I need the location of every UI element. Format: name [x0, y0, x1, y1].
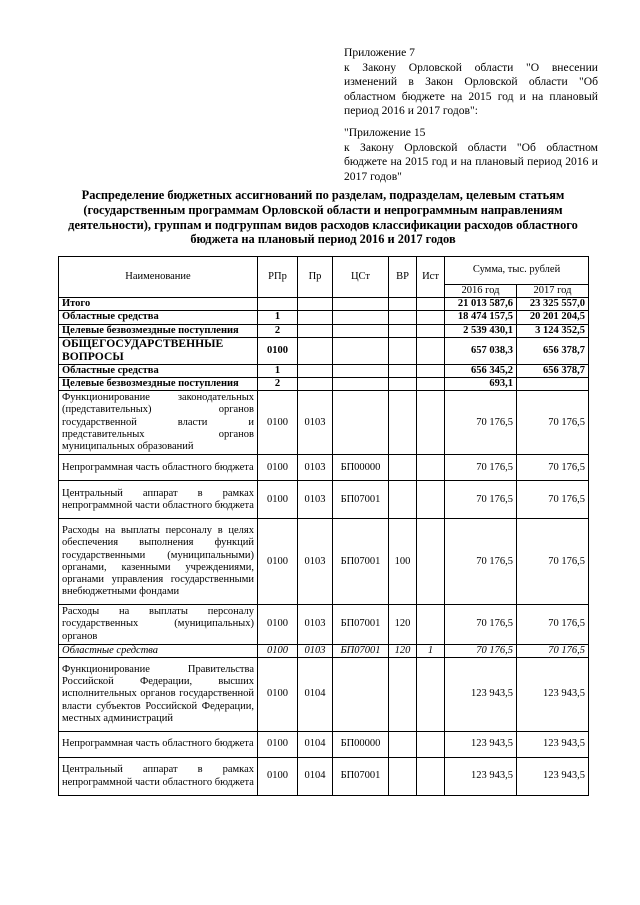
row-2017: 656 378,7 [517, 337, 589, 364]
row-name: Областные средства [59, 644, 258, 657]
row-rpr: 0100 [258, 644, 298, 657]
header-cst: ЦСт [333, 257, 389, 298]
row-2016: 21 013 587,6 [445, 298, 517, 311]
row-rpr: 0100 [258, 519, 298, 605]
row-rpr: 0100 [258, 732, 298, 758]
row-name: Расходы на выплаты персоналу государственных (муниципальных) органов [59, 605, 258, 645]
row-vr [389, 324, 417, 337]
row-2016: 123 943,5 [445, 658, 517, 732]
row-vr: 120 [389, 605, 417, 645]
row-pr [298, 364, 333, 377]
row-ist [417, 298, 445, 311]
row-vr [389, 658, 417, 732]
header-pr: Пр [298, 257, 333, 298]
row-vr [389, 481, 417, 519]
row-2017: 23 325 557,0 [517, 298, 589, 311]
header-name: Наименование [59, 257, 258, 298]
row-vr [389, 378, 417, 391]
table-row [59, 324, 589, 337]
row-2017: 123 943,5 [517, 658, 589, 732]
row-pr [298, 337, 333, 364]
row-name: Центральный аппарат в рамках непрограммной части областного бюджета [59, 758, 258, 796]
document-title: Распределение бюджетных ассигнований по разделам, подразделам, целевым статьям (государственным программам Орловской области и непрограммным направлениям деятельности), группам и подгруппам видов расходов классификации расходов областного бюджета на плановый период 2016 и 2017 годов [68, 188, 578, 247]
row-name: Функционирование законодательных (представительных) органов государственной власти и представительных органов муниципальных образований [59, 391, 258, 455]
row-2016: 656 345,2 [445, 364, 517, 377]
row-rpr: 0100 [258, 658, 298, 732]
row-vr [389, 391, 417, 455]
row-ist [417, 391, 445, 455]
annex-15-header [344, 126, 598, 184]
row-2017: 70 176,5 [517, 455, 589, 481]
row-2016: 123 943,5 [445, 732, 517, 758]
table-row [59, 391, 589, 455]
row-2016: 70 176,5 [445, 644, 517, 657]
row-cst: БП07001 [333, 758, 389, 796]
header-row [59, 257, 589, 285]
row-ist [417, 658, 445, 732]
row-2017: 70 176,5 [517, 391, 589, 455]
row-cst [333, 391, 389, 455]
annex-7-header [344, 46, 598, 119]
row-2017: 70 176,5 [517, 481, 589, 519]
row-name: Целевые безвозмездные поступления [59, 324, 258, 337]
row-pr: 0103 [298, 455, 333, 481]
row-2017: 70 176,5 [517, 519, 589, 605]
row-pr [298, 378, 333, 391]
row-pr: 0103 [298, 519, 333, 605]
row-cst: БП07001 [333, 644, 389, 657]
row-pr [298, 298, 333, 311]
table-row [59, 605, 589, 645]
row-ist [417, 337, 445, 364]
row-name: Непрограммная часть областного бюджета [59, 455, 258, 481]
row-ist [417, 519, 445, 605]
annex-7-text: к Закону Орловской области "О внесении изменений в Закон Орловской области "Об областном бюджете на 2015 год и на плановый период 2016 и 2017 годов": [344, 60, 598, 118]
row-2017: 656 378,7 [517, 364, 589, 377]
row-2017: 70 176,5 [517, 644, 589, 657]
row-2016: 70 176,5 [445, 455, 517, 481]
row-ist [417, 378, 445, 391]
row-vr: 120 [389, 644, 417, 657]
table-row [59, 658, 589, 732]
row-cst [333, 311, 389, 324]
table-row [59, 481, 589, 519]
row-rpr: 0100 [258, 337, 298, 364]
header-2017: 2017 год [517, 285, 589, 298]
row-name: ОБЩЕГОСУДАРСТВЕННЫЕ ВОПРОСЫ [59, 337, 258, 364]
row-2016: 70 176,5 [445, 481, 517, 519]
row-pr: 0103 [298, 481, 333, 519]
row-rpr: 0100 [258, 481, 298, 519]
row-pr: 0103 [298, 644, 333, 657]
row-ist [417, 364, 445, 377]
row-name: Областные средства [59, 311, 258, 324]
header-rpr: РПр [258, 257, 298, 298]
row-cst [333, 298, 389, 311]
row-cst [333, 378, 389, 391]
row-ist: 1 [417, 644, 445, 657]
row-pr: 0103 [298, 391, 333, 455]
row-ist [417, 605, 445, 645]
row-cst: БП07001 [333, 481, 389, 519]
row-rpr: 1 [258, 311, 298, 324]
row-rpr: 0100 [258, 391, 298, 455]
row-vr [389, 455, 417, 481]
row-ist [417, 455, 445, 481]
row-2016: 657 038,3 [445, 337, 517, 364]
row-rpr: 0100 [258, 758, 298, 796]
row-2017: 123 943,5 [517, 758, 589, 796]
table-row [59, 378, 589, 391]
row-2016: 693,1 [445, 378, 517, 391]
row-pr: 0104 [298, 658, 333, 732]
annex-7-number: Приложение 7 [344, 46, 415, 59]
row-2016: 70 176,5 [445, 391, 517, 455]
row-pr [298, 324, 333, 337]
table-row [59, 337, 589, 364]
row-pr: 0104 [298, 732, 333, 758]
row-pr [298, 311, 333, 324]
row-2017: 3 124 352,5 [517, 324, 589, 337]
row-vr [389, 298, 417, 311]
annex-15-text: к Закону Орловской области "Об областном бюджете на 2015 год и на плановый период 2016 и 2017 годов" [344, 140, 598, 183]
row-cst [333, 364, 389, 377]
table-row [59, 311, 589, 324]
row-rpr [258, 298, 298, 311]
row-ist [417, 758, 445, 796]
row-pr: 0104 [298, 758, 333, 796]
row-name: Итого [59, 298, 258, 311]
row-name: Областные средства [59, 364, 258, 377]
row-cst [333, 337, 389, 364]
table-row [59, 519, 589, 605]
row-cst [333, 324, 389, 337]
row-2016: 18 474 157,5 [445, 311, 517, 324]
row-ist [417, 732, 445, 758]
row-rpr: 1 [258, 364, 298, 377]
table-row [59, 298, 589, 311]
row-vr [389, 337, 417, 364]
row-vr [389, 311, 417, 324]
row-name: Непрограммная часть областного бюджета [59, 732, 258, 758]
header-ist: Ист [417, 257, 445, 298]
row-name: Целевые безвозмездные поступления [59, 378, 258, 391]
row-2017: 20 201 204,5 [517, 311, 589, 324]
table-row [59, 758, 589, 796]
row-ist [417, 311, 445, 324]
table-row [59, 644, 589, 657]
row-2016: 70 176,5 [445, 605, 517, 645]
table-row [59, 364, 589, 377]
header-sum: Сумма, тыс. рублей [445, 257, 589, 285]
row-2016: 123 943,5 [445, 758, 517, 796]
row-vr: 100 [389, 519, 417, 605]
row-2016: 2 539 430,1 [445, 324, 517, 337]
header-2016: 2016 год [445, 285, 517, 298]
row-vr [389, 732, 417, 758]
row-cst: БП07001 [333, 605, 389, 645]
row-cst: БП07001 [333, 519, 389, 605]
row-ist [417, 481, 445, 519]
annex-15-number: "Приложение 15 [344, 126, 426, 139]
row-2016: 70 176,5 [445, 519, 517, 605]
row-cst: БП00000 [333, 455, 389, 481]
row-vr [389, 758, 417, 796]
row-vr [389, 364, 417, 377]
row-pr: 0103 [298, 605, 333, 645]
table-row [59, 732, 589, 758]
row-2017: 70 176,5 [517, 605, 589, 645]
header-vr: ВР [389, 257, 417, 298]
row-name: Центральный аппарат в рамках непрограммной части областного бюджета [59, 481, 258, 519]
row-2017: 123 943,5 [517, 732, 589, 758]
row-rpr: 2 [258, 378, 298, 391]
row-rpr: 0100 [258, 455, 298, 481]
row-cst: БП00000 [333, 732, 389, 758]
row-name: Расходы на выплаты персоналу в целях обеспечения выполнения функций государственными (муниципальными) органами, казенными учреждениями, органами управления государственными внебюджетными фондами [59, 519, 258, 605]
row-rpr: 0100 [258, 605, 298, 645]
row-cst [333, 658, 389, 732]
row-name: Функционирование Правительства Российской Федерации, высших исполнительных органов государственной власти субъектов Российской Федерации, местных администраций [59, 658, 258, 732]
table-row [59, 455, 589, 481]
budget-table [58, 256, 589, 796]
row-ist [417, 324, 445, 337]
row-2017 [517, 378, 589, 391]
row-rpr: 2 [258, 324, 298, 337]
